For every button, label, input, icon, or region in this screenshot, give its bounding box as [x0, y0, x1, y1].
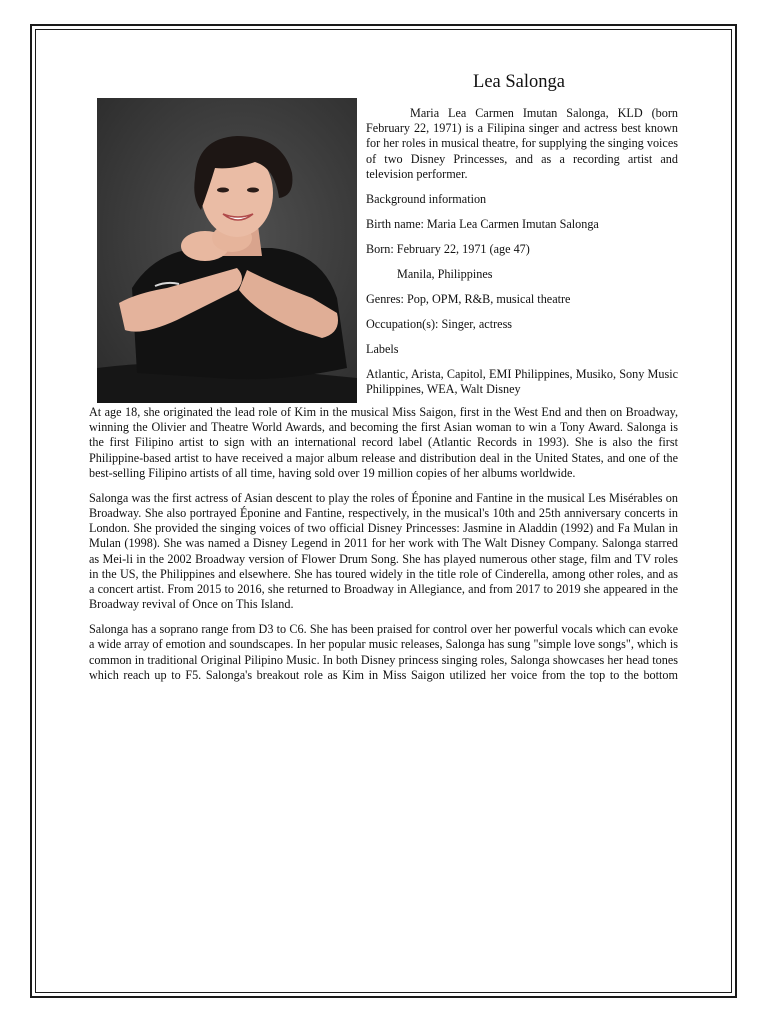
genres: Genres: Pop, OPM, R&B, musical theatre — [366, 291, 571, 306]
labels-heading: Labels — [366, 341, 399, 356]
infobox — [366, 106, 678, 407]
born-date: Born: February 22, 1971 (age 47) — [366, 241, 530, 256]
birth-name: Birth name: Maria Lea Carmen Imutan Salonga — [366, 216, 599, 231]
occupation: Occupation(s): Singer, actress — [366, 316, 513, 331]
body-paragraph-2: Salonga was the first actress of Asian descent to play the roles of Éponine and Fantine in the musical Les Misérables on Broadway. She also portrayed Éponine and Fantine, respectively, in the musical's 10th and 25th anniversary concerts in London. She provided the singing voices of two official Disney Princesses: Jasmine in Aladdin (1992) and Fa Mulan in Mulan (1998). She was named a Disney Legend in 2011 for her work with The Walt Disney Company. Salonga starred as Mei-li in the 2002 Broadway version of Flower Drum Song. She has played numerous other stage, film and TV roles in the US, the Philippines and elsewhere. She has toured widely in the title role of Cinderella, among other roles, and as a concert artist. From 2015 to 2016, she returned to Broadway in Allegiance, and from 2017 to 2019 she appeared in the Broadway revival of Once on This Island. — [89, 490, 678, 612]
birthplace: Manila, Philippines — [397, 266, 493, 281]
background-heading: Background information — [366, 191, 487, 206]
article-body — [89, 405, 678, 693]
body-paragraph-1: At age 18, she originated the lead role of Kim in the musical Miss Saigon, first in the West End and then on Broadway, winning the Olivier and Theatre World Awards, and becoming the first Asian woman to win a Tony Award. Salonga is the first Filipino artist to sign with an international record label (Atlantic Records in 1993). She is also the first Philippine-based artist to have received a major album release and distribution deal in the United States, and one of the best-selling Filipino artists of all time, having sold over 19 million copies of her albums worldwide. — [89, 405, 678, 480]
page-title: Lea Salonga — [473, 72, 565, 92]
labels-list: Atlantic, Arista, Capitol, EMI Philippines, Musiko, Sony Music Philippines, WEA, Walt Disney — [366, 366, 678, 397]
portrait-illustration — [97, 98, 357, 403]
body-paragraph-3: Salonga has a soprano range from D3 to C6. She has been praised for control over her powerful vocals which can evoke a wide array of emotion and soundscapes. In her popular music releases, Salonga has sung "simple love songs", which is common in traditional Original Pilipino Music. In both Disney princess singing roles, Salonga showcases her head tones which reach up to F5. Salonga's breakout role as Kim in Miss Saigon utilized her voice from the top to the bottom — [89, 622, 678, 682]
portrait-photo — [97, 98, 357, 403]
intro-paragraph: Maria Lea Carmen Imutan Salonga, KLD (born February 22, 1971) is a Filipina singer and actress best known for her roles in musical theatre, for supplying the singing voices of two Disney Princesses, and as a recording artist and television performer. — [366, 106, 678, 181]
